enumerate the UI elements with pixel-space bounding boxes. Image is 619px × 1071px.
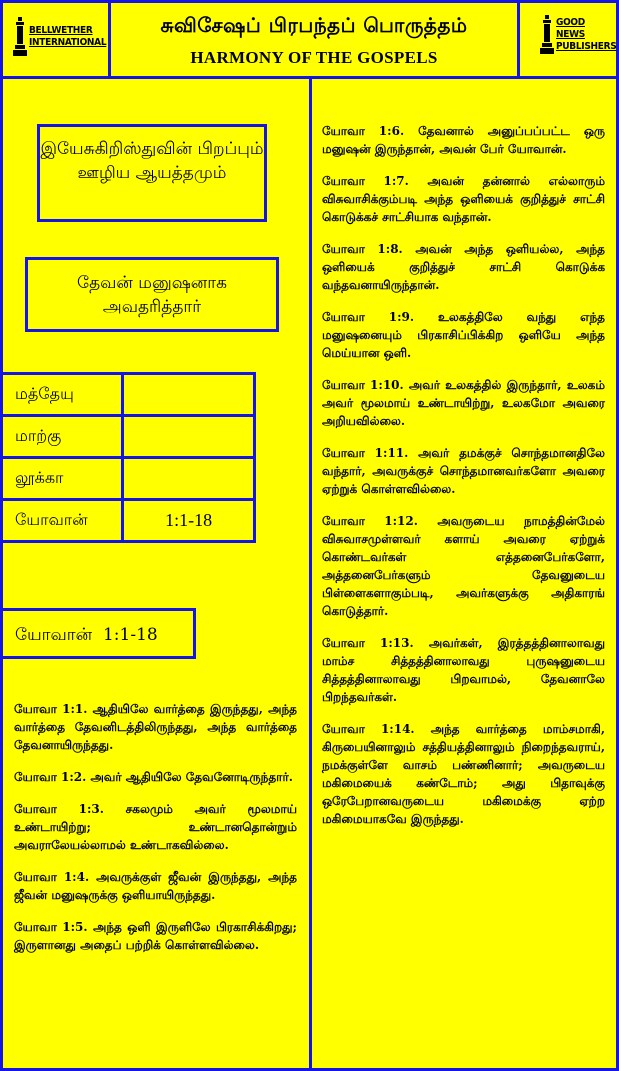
good-news-logo	[540, 15, 617, 55]
right-logo-box	[517, 0, 619, 79]
ref-john: 1:1-18	[123, 500, 255, 542]
verse-john-1-7: யோவா 1:7. அவன் தன்னால் எல்லாரும் விசுவாசிக்கும்படி அந்த ஒளியைக் குறித்துச் சாட்சி கொடுக்கச் சாட்சியாக வந்தான்.	[322, 174, 605, 224]
verse-john-1-9: யோவா 1:9. உலகத்திலே வந்து எந்த மனுஷனையும் பிரகாசிப்பிக்கிற ஒளியே அந்த மெய்யான ஒளி.	[322, 310, 605, 360]
title-box	[108, 0, 520, 79]
verses-left	[14, 700, 297, 968]
verse-john-1-10: யோவா 1:10. அவர் உலகத்தில் இருந்தார், உலகம் அவர் மூலமாய் உண்டாயிற்று, உலகமோ அவரை அறியவில்லை.	[322, 378, 605, 428]
verse-john-1-11: யோவா 1:11. அவர் தமக்குச் சொந்தமானதிலே வந்தார், அவருக்குச் சொந்தமானவர்களோ அவரை ஏற்றுக் கொள்ளவில்லை.	[322, 446, 605, 496]
verse-john-1-1: யோவா 1:1. ஆதியிலே வார்த்தை இருந்தது, அந்த வார்த்தை தேவனிடத்திலிருந்தது, அந்த வார்த்தை தேவனாயிருந்தது.	[14, 702, 297, 752]
title-english: HARMONY OF THE GOSPELS	[190, 48, 438, 67]
verse-john-1-14: யோவா 1:14. அந்த வார்த்தை மாம்சமாகி, கிருபையினாலும் சத்தியத்தினாலும் நிறைந்தவராய், நமக்குள்ளே வாசம் பண்ணினார்; அவருடைய மகிமையைக் கண்டோம்; அது பிதாவுக்கு ஒரேபேறானவருடைய மகிமைக்கு ஏற்ற மகிமையாகவே இருந்தது.	[322, 722, 605, 826]
verse-john-1-4: யோவா 1:4. அவருக்குள் ஜீவன் இருந்தது, அந்த ஜீவன் மனுஷருக்கு ஒளியாயிருந்தது.	[14, 870, 297, 902]
gospel-reference-table	[0, 372, 256, 543]
book-mark: மாற்கு	[2, 416, 123, 458]
right-logo-text: GOOD NEWS PUBLISHERS	[556, 17, 617, 52]
table-row	[2, 416, 255, 458]
table-row	[2, 500, 255, 542]
book-matthew: மத்தேயு	[2, 374, 123, 416]
verse-john-1-13: யோவா 1:13. அவர்கள், இரத்தத்தினாலாவது மாம்ச சித்தத்தினாலாவது புருஷனுடைய சித்தத்தினாலாவது பிறவாமல், தேவனாலே பிறந்தவர்கள்.	[322, 636, 605, 704]
lamp-icon	[540, 15, 554, 55]
lamp-icon	[13, 17, 27, 57]
ref-luke	[123, 458, 255, 500]
topic-birth-ministry: இயேசுகிறிஸ்துவின் பிறப்பும் ஊழிய ஆயத்தமும்	[37, 124, 267, 222]
verses-right	[322, 122, 605, 842]
verse-john-1-6: யோவா 1:6. தேவனால் அனுப்பப்பட்ட ஒரு மனுஷன் இருந்தான், அவன் பேர் யோவான்.	[322, 124, 605, 156]
verse-john-1-12: யோவா 1:12. அவருடைய நாமத்தின்மேல் விசுவாசமுள்ளவர் களாய் அவரை ஏற்றுக் கொண்டவர்கள் எத்தனைபேர்களோ, அத்தனைபேர்களும் தேவனுடைய பிள்ளைகளாகும்படி, அவர்களுக்கு அதிகாரங் கொடுத்தார்.	[322, 514, 605, 618]
ref-matthew	[123, 374, 255, 416]
table-row	[2, 458, 255, 500]
title-tamil: சுவிசேஷப் பிரபந்தப் பொருத்தம்	[160, 13, 468, 37]
topic-incarnation: தேவன் மனுஷனாக அவதரித்தார்	[25, 257, 279, 332]
table-row	[2, 374, 255, 416]
book-luke: லூக்கா	[2, 458, 123, 500]
passage-heading: யோவான் 1:1-18	[0, 608, 196, 659]
verse-john-1-8: யோவா 1:8. அவன் அந்த ஒளியல்ல, அந்த ஒளியைக் குறித்துச் சாட்சி கொடுக்க வந்தவனாயிருந்தான்.	[322, 242, 605, 292]
left-logo-box	[0, 0, 111, 79]
book-john: யோவான்	[2, 500, 123, 542]
verse-john-1-3: யோவா 1:3. சகலமும் அவர் மூலமாய் உண்டாயிற்று; உண்டானதொன்றும் அவராலேயல்லாமல் உண்டாகவில்லை.	[14, 802, 297, 852]
verse-john-1-2: யோவா 1:2. அவர் ஆதியிலே தேவனோடிருந்தார்.	[14, 770, 293, 784]
left-logo-text: BELLWETHER INTERNATIONAL	[29, 25, 107, 48]
ref-mark	[123, 416, 255, 458]
bellwether-logo	[13, 17, 107, 57]
verse-john-1-5: யோவா 1:5. அந்த ஒளி இருளிலே பிரகாசிக்கிறது; இருளானது அதைப் பற்றிக் கொள்ளவில்லை.	[14, 920, 297, 952]
